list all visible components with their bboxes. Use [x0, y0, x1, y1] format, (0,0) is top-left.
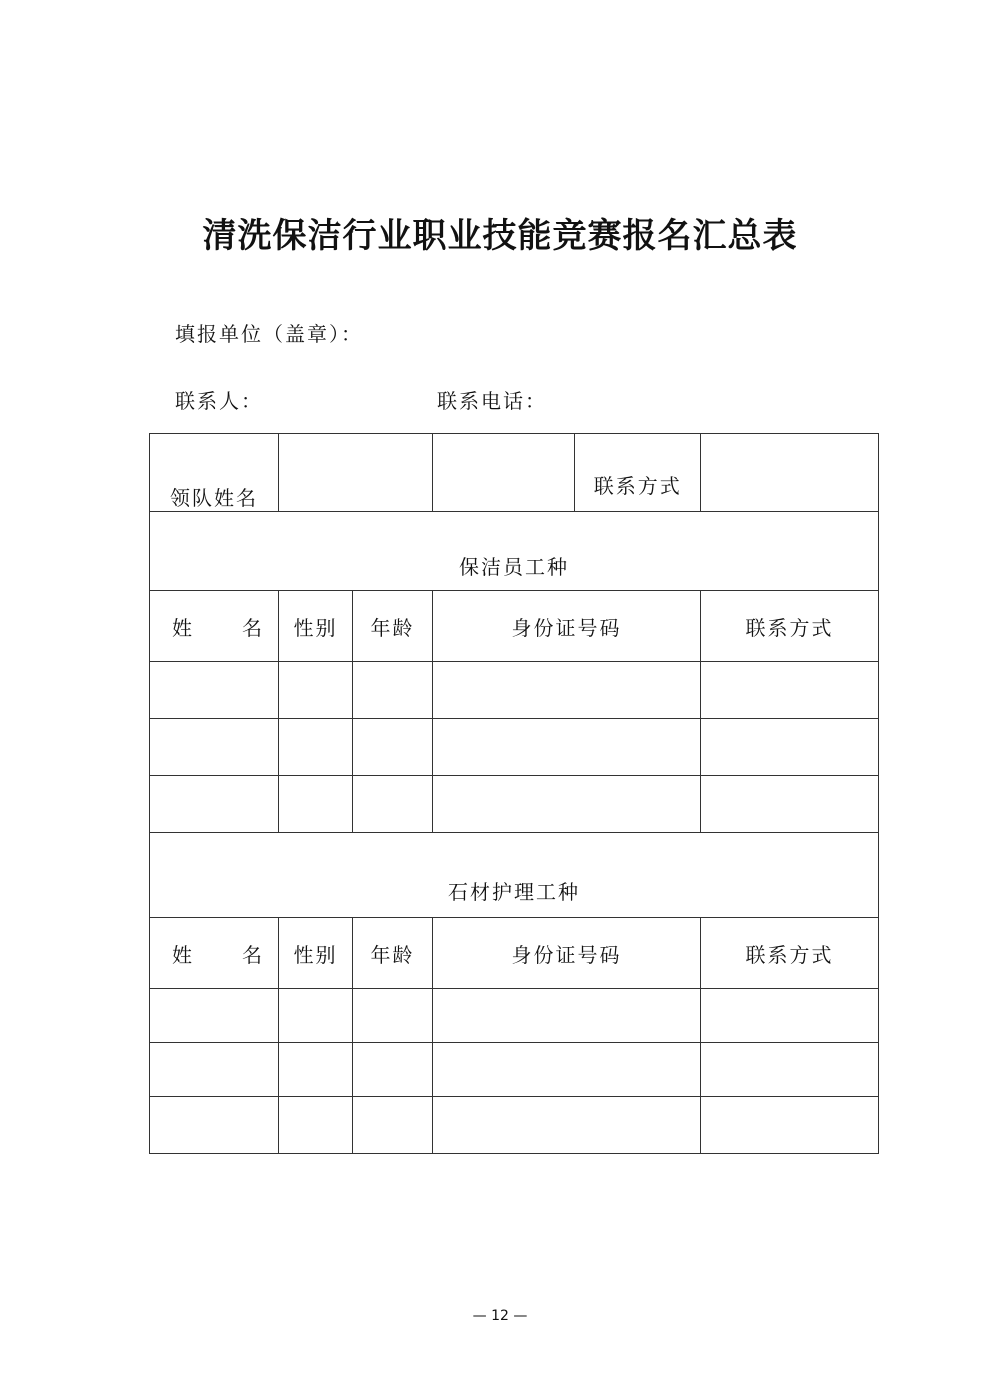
col-id-header: 身份证号码	[433, 591, 701, 662]
id-cell[interactable]	[433, 719, 701, 776]
header-row	[150, 591, 879, 662]
leader-contact-cell[interactable]	[701, 434, 879, 512]
age-cell[interactable]	[353, 719, 433, 776]
name-cell[interactable]	[150, 662, 279, 719]
gender-cell[interactable]	[279, 1097, 353, 1154]
age-cell[interactable]	[353, 776, 433, 833]
section-row	[150, 833, 879, 918]
col-contact-header: 联系方式	[701, 918, 879, 989]
col-id-header: 身份证号码	[433, 918, 701, 989]
id-cell[interactable]	[433, 662, 701, 719]
page-number: — 12 —	[472, 1308, 528, 1324]
gender-cell[interactable]	[279, 989, 353, 1043]
gender-cell[interactable]	[279, 1043, 353, 1097]
header-row	[150, 918, 879, 989]
col-gender-header: 性别	[279, 918, 353, 989]
contact-cell[interactable]	[701, 1097, 879, 1154]
name-cell[interactable]	[150, 1043, 279, 1097]
table-row	[150, 1043, 879, 1097]
id-cell[interactable]	[433, 776, 701, 833]
contact-cell[interactable]	[701, 776, 879, 833]
col-age-header: 年龄	[353, 918, 433, 989]
leader-name-cell[interactable]	[279, 434, 433, 512]
id-cell[interactable]	[433, 989, 701, 1043]
registration-table	[149, 433, 879, 1154]
name-cell[interactable]	[150, 719, 279, 776]
age-cell[interactable]	[353, 989, 433, 1043]
leader-row	[150, 434, 879, 512]
table-row	[150, 662, 879, 719]
contact-cell[interactable]	[701, 662, 879, 719]
table-row	[150, 1097, 879, 1154]
age-cell[interactable]	[353, 662, 433, 719]
contact-person-label: 联系人：	[175, 389, 263, 413]
id-cell[interactable]	[433, 1097, 701, 1154]
table-row	[150, 989, 879, 1043]
table-row	[150, 776, 879, 833]
leader-name-label: 领队姓名	[150, 434, 279, 512]
contact-phone-label: 联系电话：	[437, 389, 547, 413]
col-name-header: 姓 名	[150, 591, 279, 662]
id-cell[interactable]	[433, 1043, 701, 1097]
table-row	[150, 719, 879, 776]
age-cell[interactable]	[353, 1097, 433, 1154]
col-age-header: 年龄	[353, 591, 433, 662]
col-gender-header: 性别	[279, 591, 353, 662]
section-row	[150, 512, 879, 591]
contact-cell[interactable]	[701, 719, 879, 776]
contact-cell[interactable]	[701, 989, 879, 1043]
contact-cell[interactable]	[701, 1043, 879, 1097]
name-cell[interactable]	[150, 1097, 279, 1154]
section-title: 保洁员工种	[150, 512, 879, 591]
section-title: 石材护理工种	[150, 833, 879, 918]
col-contact-header: 联系方式	[701, 591, 879, 662]
age-cell[interactable]	[353, 1043, 433, 1097]
leader-contact-label: 联系方式	[574, 434, 700, 511]
document-title: 清洗保洁行业职业技能竞赛报名汇总表	[202, 216, 798, 256]
name-cell[interactable]	[150, 776, 279, 833]
name-cell[interactable]	[150, 989, 279, 1043]
col-name-header: 姓 名	[150, 918, 279, 989]
unit-label: 填报单位（盖章）：	[175, 322, 363, 346]
leader-name-cell-ext[interactable]	[433, 434, 701, 512]
gender-cell[interactable]	[279, 719, 353, 776]
gender-cell[interactable]	[279, 662, 353, 719]
gender-cell[interactable]	[279, 776, 353, 833]
